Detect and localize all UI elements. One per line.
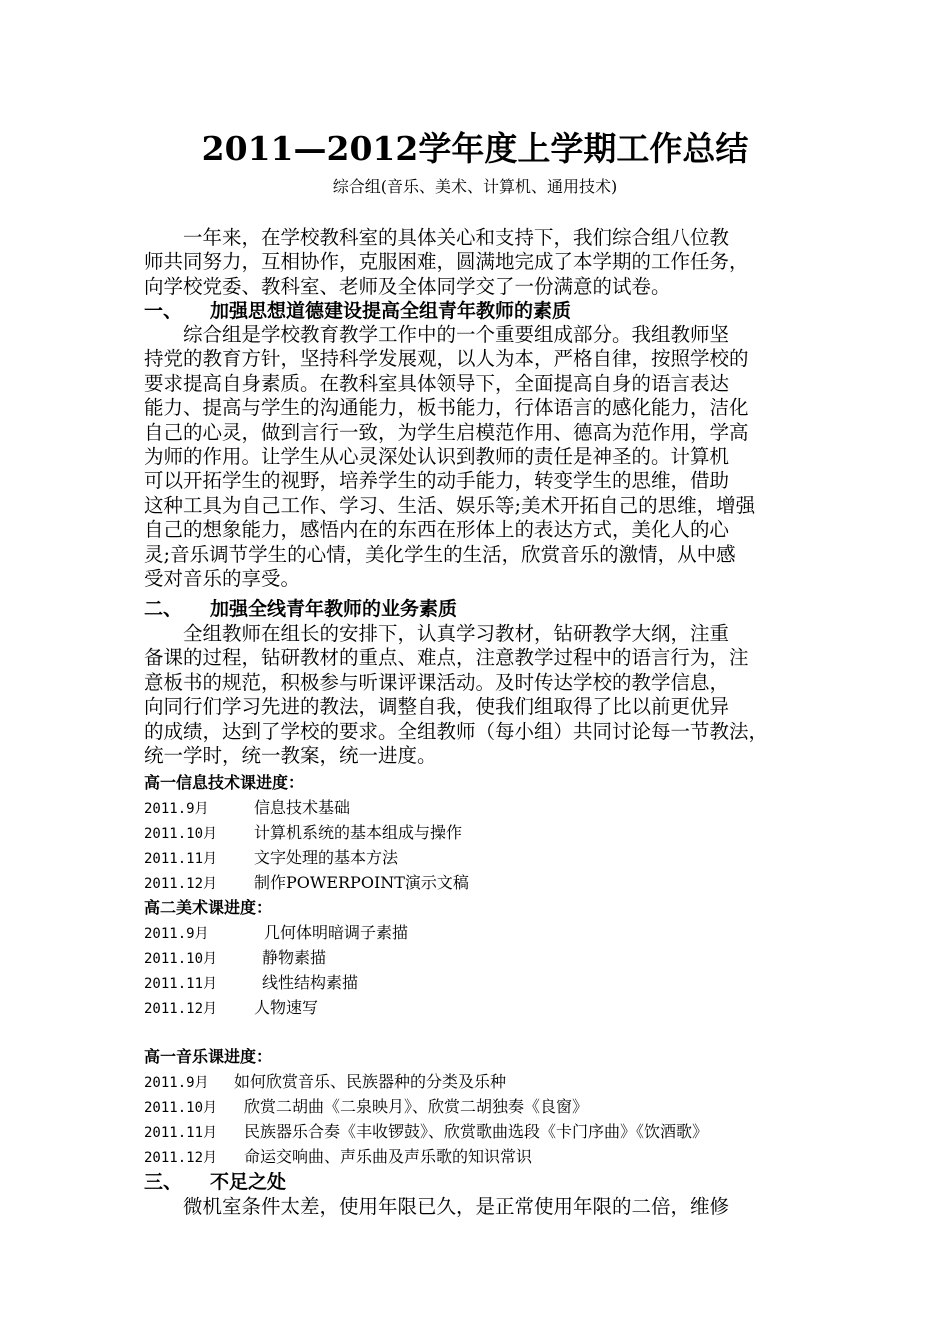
schedule-topic: 线性结构素描 [262, 972, 359, 992]
paragraph-line: 的成绩，达到了学校的要求。全组教师（每小组）共同讨论每一节教法， [144, 719, 769, 743]
paragraph-line: 师共同努力，互相协作，克服困难，圆满地完成了本学期的工作任务， [144, 250, 749, 274]
section-number: 二、 [144, 598, 183, 620]
schedule-month: 2011.11月 [144, 850, 218, 867]
music-schedule-list [144, 1070, 708, 1170]
art-schedule-list [144, 921, 408, 1021]
paragraph-line: 综合组是学校教育教学工作中的一个重要组成部分。我组教师坚 [144, 323, 730, 346]
schedule-month: 2011.9月 [144, 1075, 209, 1091]
document-subtitle: 综合组(音乐、美术、计算机、通用技术) [332, 177, 618, 196]
section-1-paragraph [144, 323, 824, 591]
schedule-topic: 几何体明暗调子素描 [264, 923, 409, 942]
schedule-topic: 信息技术基础 [254, 798, 351, 817]
schedule-month: 2011.10月 [144, 1099, 218, 1116]
schedule-topic: 如何欣赏音乐、民族器种的分类及乐种 [234, 1072, 507, 1091]
schedule-month: 2011.9月 [144, 926, 209, 942]
music-schedule-heading: 高一音乐课进度： [144, 1047, 273, 1066]
schedule-row [144, 871, 469, 896]
paragraph-line: 备课的过程，钻研教材的重点、难点，注意教学过程中的语言行为，注 [144, 646, 749, 670]
paragraph-line: 向学校党委、教科室、老师及全体同学交了一份满意的试卷。 [144, 274, 671, 298]
schedule-row [144, 796, 469, 821]
document-title: 2011—2012学年度上学期工作总结 [201, 129, 749, 168]
schedule-month: 2011.10月 [144, 825, 218, 842]
paragraph-line: 自己的想象能力，感悟内在的东西在形体上的表达方式，美化人的心 [144, 518, 730, 542]
schedule-topic: 静物素描 [262, 947, 327, 967]
paragraph-line: 持党的教育方针，坚持科学发展观，以人为本，严格自律，按照学校的 [144, 347, 749, 371]
schedule-row [144, 946, 408, 971]
paragraph-line: 能力、提高与学生的沟通能力，板书能力，行体语言的感化能力，洁化 [144, 396, 749, 420]
section-number: 三、 [144, 1171, 183, 1193]
schedule-row [144, 971, 408, 996]
section-title: 加强思想道德建设提高全组青年教师的素质 [210, 300, 572, 322]
schedule-row [144, 1145, 708, 1170]
paragraph-line: 全组教师在组长的安排下，认真学习教材，钻研教学大纲，注重 [144, 622, 730, 645]
paragraph-line: 要求提高自身素质。在教科室具体领导下，全面提高自身的语言表达 [144, 371, 730, 395]
paragraph-line: 微机室条件太差，使用年限已久，是正常使用年限的二倍，维修 [144, 1195, 730, 1218]
it-schedule-list [144, 796, 469, 896]
schedule-row [144, 821, 469, 846]
paragraph-line: 统一学时，统一教案，统一进度。 [144, 744, 437, 768]
schedule-month: 2011.12月 [144, 1000, 218, 1017]
schedule-row [144, 846, 469, 871]
paragraph-line: 为师的作用。让学生从心灵深处认识到教师的责任是神圣的。计算机 [144, 445, 730, 469]
schedule-topic: 命运交响曲、声乐曲及声乐歌的知识常识 [244, 1146, 533, 1166]
paragraph-line: 自己的心灵，做到言行一致，为学生启模范作用、德高为范作用，学高 [144, 420, 749, 444]
schedule-month: 2011.11月 [144, 1124, 218, 1141]
schedule-row [144, 1095, 708, 1120]
paragraph-line: 向同行们学习先进的教法，调整自我，使我们组取得了比以前更优异 [144, 695, 730, 719]
schedule-topic: 文字处理的基本方法 [254, 847, 399, 867]
paragraph-line: 意板书的规范，积极参与听课评课活动。及时传达学校的教学信息， [144, 670, 730, 694]
intro-paragraph [144, 226, 824, 299]
schedule-month: 2011.10月 [144, 950, 218, 967]
schedule-topic: 欣赏二胡曲《二泉映月》、欣赏二胡独奏《良窗》 [244, 1096, 589, 1116]
schedule-month: 2011.12月 [144, 875, 218, 892]
schedule-topic: 计算机系统的基本组成与操作 [254, 822, 463, 842]
art-schedule-heading: 高二美术课进度： [144, 898, 273, 917]
schedule-month: 2011.9月 [144, 801, 209, 817]
section-2-paragraph [144, 622, 824, 768]
it-schedule-heading: 高一信息技术课进度： [144, 773, 305, 792]
paragraph-line: 灵;音乐调节学生的心情，美化学生的生活，欣赏音乐的激情，从中感 [144, 542, 736, 566]
section-number: 一、 [144, 300, 183, 322]
schedule-row [144, 1070, 708, 1095]
paragraph-line: 可以开拓学生的视野，培养学生的动手能力，转变学生的思维，借助 [144, 469, 730, 493]
section-heading-3 [144, 1170, 286, 1194]
section-3-paragraph [144, 1195, 824, 1219]
section-heading-2 [144, 597, 457, 621]
section-heading-1 [144, 299, 571, 323]
schedule-topic: 制作POWERPOINT演示文稿 [254, 872, 469, 892]
schedule-topic: 人物速写 [254, 997, 319, 1017]
section-title: 不足之处 [210, 1171, 287, 1193]
paragraph-line: 这种工具为自己工作、学习、生活、娱乐等;美术开拓自己的思维，增强 [144, 493, 756, 517]
schedule-topic: 民族器乐合奏《丰收锣鼓》、欣赏歌曲选段《卡门序曲》《饮酒歌》 [244, 1121, 709, 1141]
schedule-month: 2011.12月 [144, 1149, 218, 1166]
paragraph-line: 受对音乐的享受。 [144, 567, 301, 591]
schedule-row [144, 921, 408, 946]
paragraph-line: 一年来，在学校教科室的具体关心和支持下，我们综合组八位教 [144, 226, 730, 249]
section-title: 加强全线青年教师的业务素质 [210, 598, 458, 620]
schedule-month: 2011.11月 [144, 975, 218, 992]
schedule-row [144, 1120, 708, 1145]
schedule-row [144, 996, 408, 1021]
